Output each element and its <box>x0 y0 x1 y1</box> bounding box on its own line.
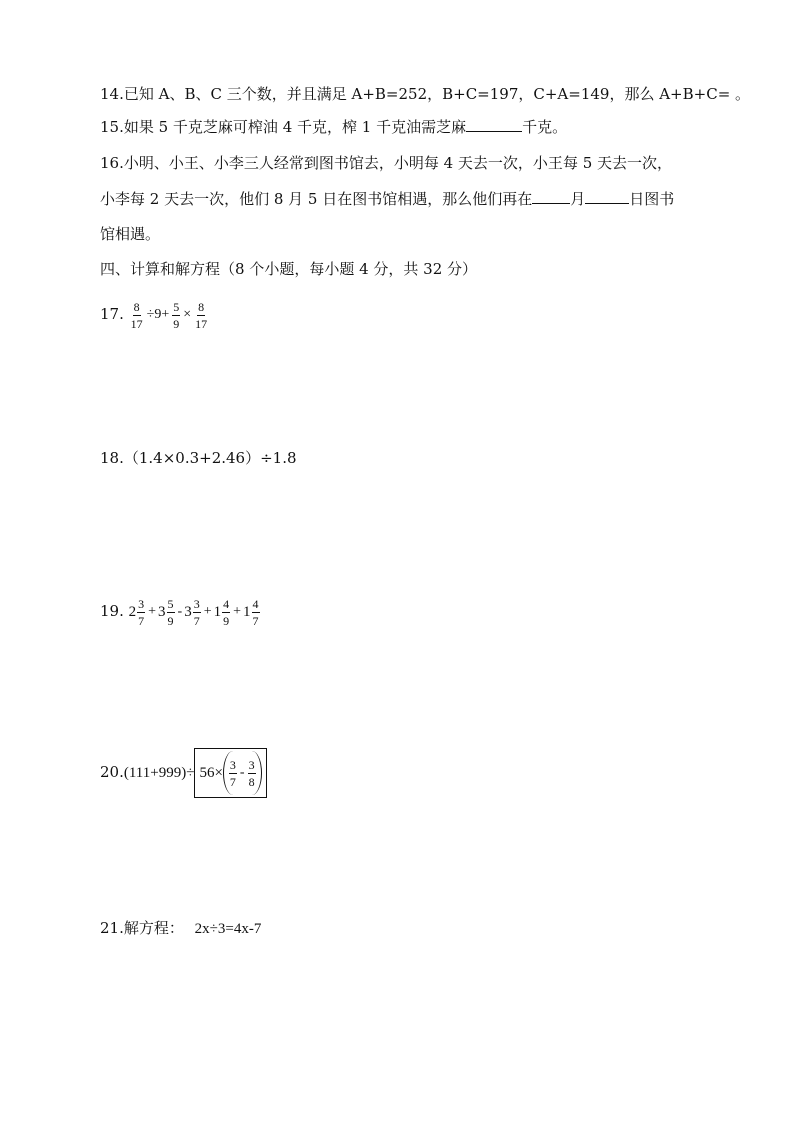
question-19-label: 19. <box>100 602 124 620</box>
parenthesis: $\frac{3}{7}$ - $\frac{3}{8}$ <box>223 751 262 795</box>
square-bracket: 56× $\frac{3}{7}$ - $\frac{3}{8}$ <box>194 748 266 798</box>
question-15 <box>100 117 567 137</box>
mixed-number: 1 $\frac{4}{7}$ <box>243 596 259 628</box>
question-14-text: 14.已知 A、B、C 三个数，并且满足 A+B=252，B+C=197，C+A=149，那么 A+B+C= 。 <box>100 85 751 103</box>
question-16-text-4: 馆相遇。 <box>100 225 161 243</box>
mixed-number: 1 $\frac{4}{9}$ <box>213 596 230 628</box>
question-16-text-2: 小李每 2 天去一次，他们 8 月 5 日在图书馆相遇，那么他们再在 <box>100 190 533 208</box>
operator: + <box>233 604 242 619</box>
fraction: $\frac{5}{9}$ <box>173 299 180 331</box>
question-21 <box>100 918 261 939</box>
operator: - <box>177 604 183 619</box>
question-20 <box>100 748 267 798</box>
question-16-line-1 <box>100 153 672 173</box>
question-19-expression <box>129 595 261 629</box>
question-21-equation: 2x÷3=4x-7 <box>194 921 262 937</box>
mixed-number: 3 $\frac{5}{9}$ <box>158 596 174 628</box>
operator: + <box>148 604 157 619</box>
mixed-number: 3 $\frac{3}{7}$ <box>184 596 200 628</box>
answer-blank[interactable] <box>466 117 522 132</box>
question-21-label: 21.解方程： <box>100 919 184 937</box>
question-15-text-before: 15.如果 5 千克芝麻可榨油 4 千克，榨 1 千克油需芝麻 <box>100 118 467 136</box>
operator: ÷9+ <box>146 307 170 322</box>
question-17-label: 17. <box>100 305 124 323</box>
section-heading <box>100 259 477 279</box>
answer-blank-month[interactable] <box>532 189 570 204</box>
question-16-month-label: 月 <box>570 190 586 208</box>
operator: × <box>183 307 192 322</box>
question-14 <box>100 84 750 104</box>
question-16-line-2 <box>100 189 674 209</box>
answer-blank-day[interactable] <box>585 189 629 204</box>
question-18-text: 18.（1.4×0.3+2.46）÷1.8 <box>100 449 297 467</box>
fraction: $\frac{8}{17}$ <box>130 299 143 331</box>
operator: + <box>203 604 212 619</box>
question-15-text-after: 千克。 <box>522 118 568 136</box>
question-18 <box>100 448 297 468</box>
question-17-expression <box>129 298 210 332</box>
question-16-text-1: 16.小明、小王、小李三人经常到图书馆去，小明每 4 天去一次，小王每 5 天去一次， <box>100 154 673 172</box>
question-20-expression: (111+999)÷ 56× $\frac{3}{7}$ - $\frac{3}{8}$ <box>124 748 267 798</box>
section-4-heading: 四、计算和解方程（8 个小题，每小题 4 分，共 32 分） <box>100 260 478 278</box>
fraction: $\frac{8}{17}$ <box>195 299 208 331</box>
mixed-number: 2 $\frac{3}{7}$ <box>128 596 145 628</box>
question-17 <box>100 297 209 332</box>
question-20-label: 20. <box>100 763 124 781</box>
question-16-text-3: 日图书 <box>629 190 675 208</box>
question-16-line-3 <box>100 224 160 244</box>
question-19 <box>100 594 261 629</box>
